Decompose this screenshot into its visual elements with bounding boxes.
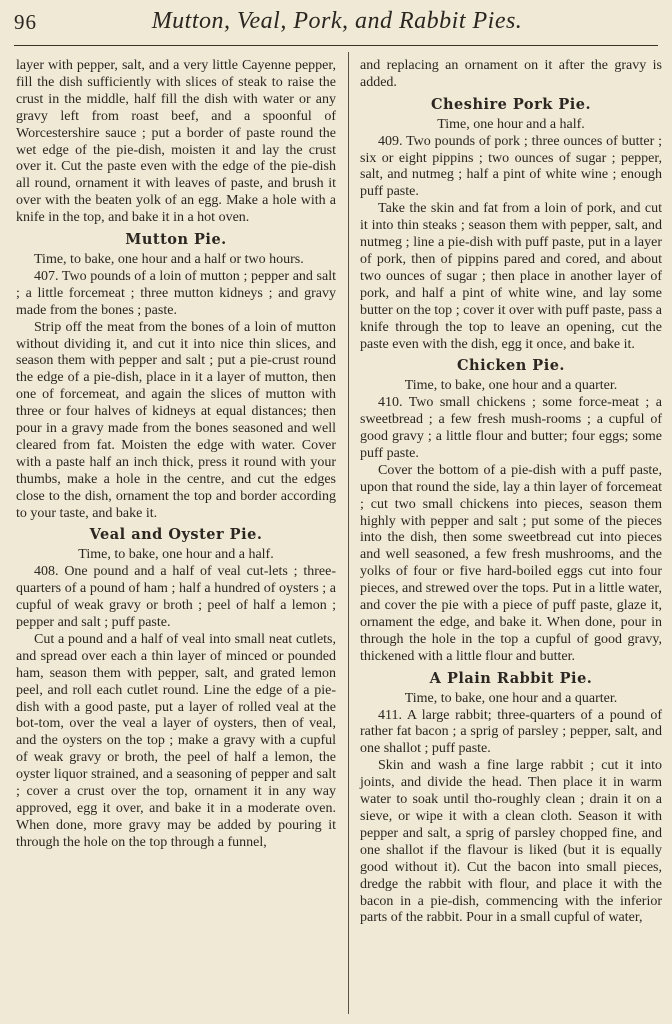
recipe-title-cheshire-pork-pie: Cheshire Pork Pie. [430,95,592,113]
recipe-time: Time, to bake, one hour and a quarter. [404,378,618,394]
right-column [360,58,662,927]
left-column [16,58,336,852]
recipe-ingredients: 408. One pound and a half of veal cut-lets ; three-quarters of a pound of ham ; half a hundred of oysters ; a cupful of weak gravy or broth ; peel of half a lemon ; pepper and salt ; puff paste. [16,564,336,630]
recipe-ingredients: 410. Two small chickens ; some force-meat ; a sweetbread ; a few fresh mush-rooms ; a cupful of good gravy ; a little flour and butter; four eggs; some puff paste. [360,395,662,461]
recipe-title-veal-oyster-pie: Veal and Oyster Pie. [89,526,263,544]
continued-paragraph: layer with pepper, salt, and a very little Cayenne pepper, fill the dish sufficiently with slices of steak to raise the crust in the middle, half fill the dish with water or any gravy left from roast beef, and a spoonful of Worcestershire sauce ; put a border of paste round the wet edge of the pie-dish, moisten it and lay the crust over it. Cut the paste even with the edge of the pie-dish all round, ornament it with leaves of paste, and brush it over with the beaten yolk of an egg. Make a hole with a knife in the top, and bake it in a hot oven. [16,58,336,226]
recipe-time: Time, one hour and a half. [437,116,585,132]
recipe-time: Time, to bake, one hour and a half or two hours. [34,251,304,267]
recipe-method: Take the skin and fat from a loin of pork, and cut it into thin steaks ; season them with pepper, salt, and nutmeg ; line a pie-dish with puff paste, put in a layer of pork, then of pippins pared and cored, and about two ounces of sugar ; then place in another layer of pork, and half a pint of white wine, and lay some butter on the top ; cover it over with puff paste, pass a knife through the top to leave an opening, cut the paste even with the dish, egg it once, and bake it. [360,201,662,352]
recipe-title-mutton-pie: Mutton Pie. [125,231,227,249]
page-number: 96 [14,10,37,34]
recipe-ingredients: 407. Two pounds of a loin of mutton ; pepper and salt ; a little forcemeat ; three mutton kidneys ; and gravy made from the bones ; paste. [16,268,336,318]
recipe-title-plain-rabbit-pie: A Plain Rabbit Pie. [429,669,593,687]
header-rule [14,45,658,46]
page-header [14,6,660,42]
recipe-title-chicken-pie: Chicken Pie. [457,357,565,375]
recipe-ingredients: 411. A large rabbit; three-quarters of a pound of rather fat bacon ; a sprig of parsley ; pepper, salt, and one shallot ; puff paste. [360,707,662,757]
recipe-method: Cut a pound and a half of veal into small neat cutlets, and spread over each a thin layer of minced or pounded ham, season them with pepper, salt, and grated lemon peel, and roll each cutlet round. Line the edge of a pie-dish with a good paste, put a layer of rolled veal at the bot-tom, over the veal a layer of oysters, then of veal, and the oysters on the top ; make a gravy with a cupful of weak gravy or broth, the peel of half a lemon, the oyster liquor strained, and a seasoning of pepper and salt ; cover a crust over the top, ornament it in any way approved, egg it over, and bake it in a moderate oven. When done, more gravy may be added by pouring it through the hole on the top through a funnel, [16,631,336,850]
running-title: Mutton, Veal, Pork, and Rabbit Pies. [151,8,523,34]
recipe-method: Skin and wash a fine large rabbit ; cut it into joints, and divide the head. Then place it in warm water to soak until tho-roughly clean ; drain it on a sieve, or wipe it with a clean cloth. Season it with pepper and salt, a sprig of parsley chopped fine, and one shallot if the flavour is liked (but it is equally good without it). Cut the bacon into small pieces, dredge the rabbit with flour, and place it with the bacon in a pie-dish, commencing with the inferior parts of the rabbit. Pour in a small cupful of water, [360,758,662,926]
column-divider [348,52,349,1014]
recipe-time: Time, to bake, one hour and a quarter. [404,690,618,706]
recipe-time: Time, to bake, one hour and a half. [78,547,274,563]
recipe-method: Cover the bottom of a pie-dish with a puff paste, upon that round the side, lay a thin layer of forcemeat ; cut two small chickens into pieces, season them highly with pepper and salt ; put some of the pieces into the dish, then some sweetbread cut into pieces and well seasoned, a few fresh mushrooms, and the yolks of four or five hard-boiled eggs cut into four pieces, and strewed over the tops. Put in a little water, and cover the pie with a piece of puff paste, glaze it, ornament the edge, and bake it. When done, pour in through the hole in the top a cupful of good gravy, thickened with a little flour and butter. [360,462,662,664]
continued-paragraph: and replacing an ornament on it after the gravy is added. [360,58,662,90]
recipe-method: Strip off the meat from the bones of a loin of mutton without dividing it, and cut it into nice thin slices, and season them with pepper and salt ; put a pie-crust round the edge of a pie-dish, place in it a layer of mutton, then one of forcemeat, and again the slices of mutton with three or four halves of kidneys at equal distances; then pour in a gravy made from the bones seasoned and well cleared from fat. Moisten the edge with water. Cover with a paste half an inch thick, press it round with your thumbs, make a hole in the centre, and cut the edges close to the dish, ornament the top and border according to your taste, and bake it. [16,319,336,521]
recipe-ingredients: 409. Two pounds of pork ; three ounces of butter ; six or eight pippins ; two ounces of sugar ; pepper, salt, and nutmeg ; half a pint of white wine ; enough puff paste. [360,133,662,200]
